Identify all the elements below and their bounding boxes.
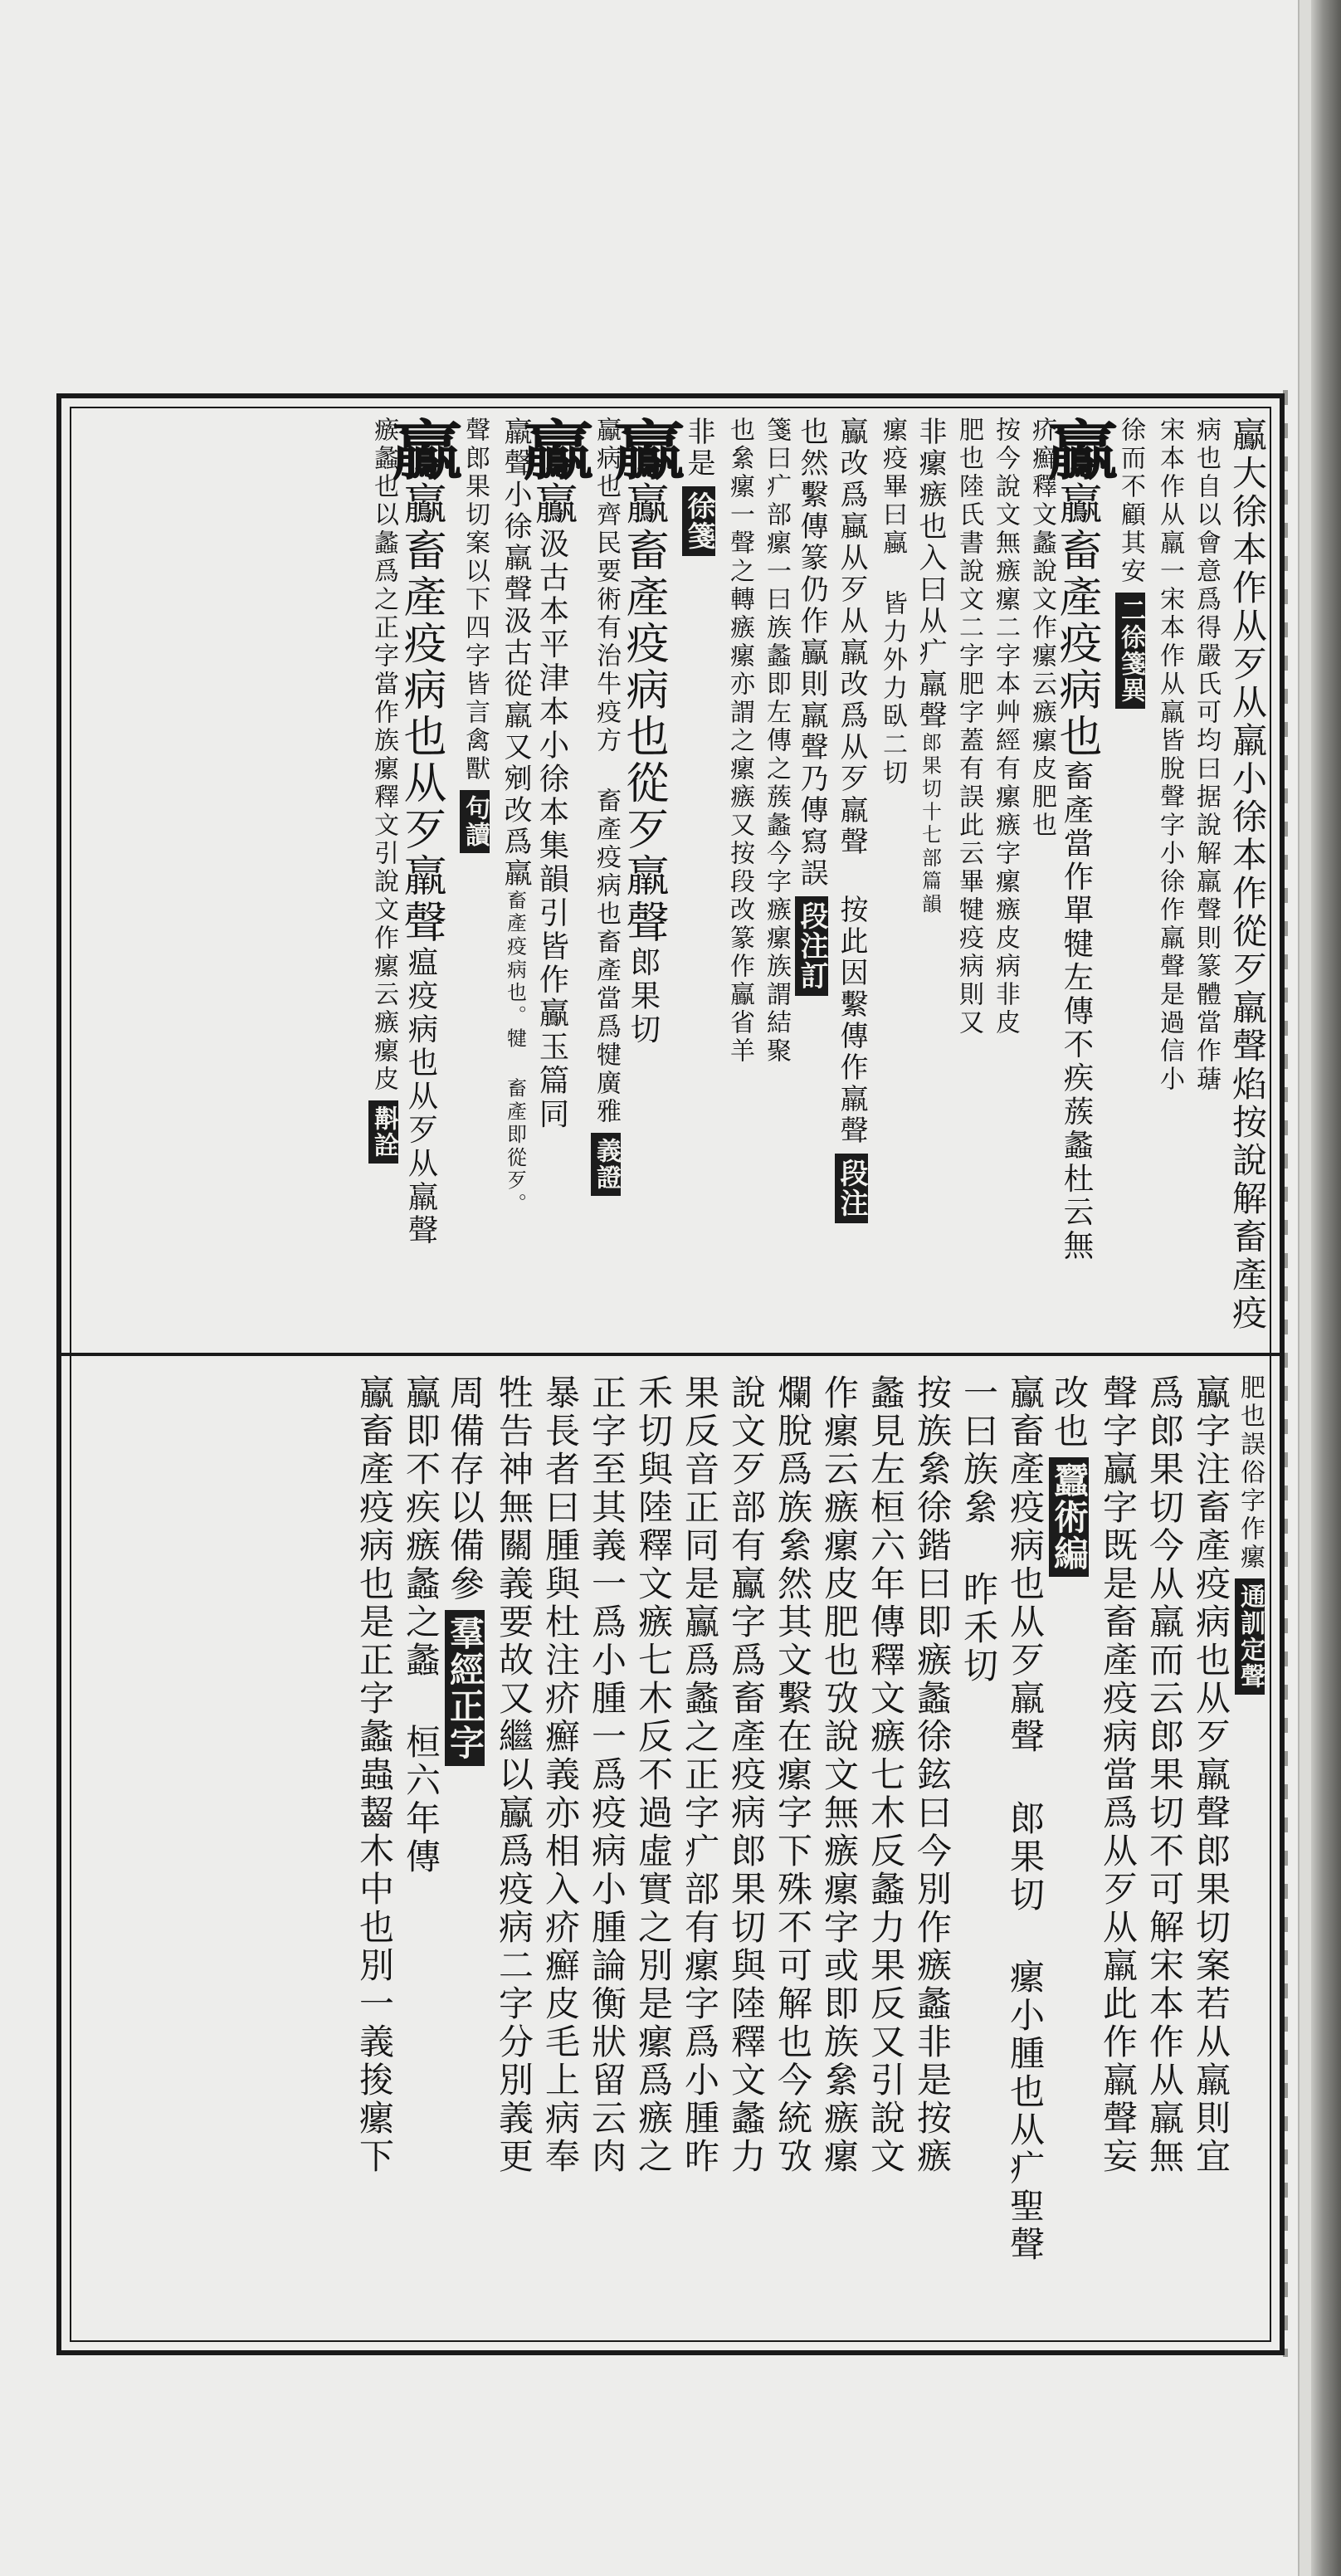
column-text: 非瘰瘯也入曰从疒羸聲 [914, 417, 947, 732]
column-text: 病也自以會意爲得嚴氏可均曰据說解羸聲則篆體當作䕋 [1192, 417, 1221, 1094]
source-tag: 句讀 [460, 790, 490, 853]
annotation-note: 畜產疫病也。犍 畜產即從歹。 [504, 890, 527, 1217]
column-text: 羸聲小徐羸聲汲古從羸又剜改爲羸 [499, 417, 532, 890]
page-edge [1298, 0, 1311, 2576]
annotation-note: 瘟疫病也从歹从羸聲 [403, 946, 439, 1248]
annotation-note: 郎果切十七部篇韻 [919, 732, 942, 917]
text-column [828, 413, 868, 1341]
text-column [856, 1371, 906, 2330]
source-tag: 蠶術編 [1049, 1457, 1089, 1577]
column-text: 果反音正同是鸁爲蠡之正字疒部有瘰字爲小腫昨 [680, 1374, 720, 2176]
text-column [1182, 413, 1221, 1341]
annotation-note: 郎果切 [626, 946, 661, 1047]
column-text: 改也 [1049, 1374, 1090, 1451]
text-column [717, 1371, 767, 2330]
text-column [868, 413, 905, 1341]
column-text: 鸁畜產疫病也从歹羸聲 郎果切 瘰小腫也从疒聖聲 [1005, 1374, 1046, 2264]
column-text: 鸁即不疾瘯蠡之蠡 桓六年傳 [401, 1374, 441, 1876]
column-text: 一曰族絫 昨禾切 [958, 1374, 999, 1686]
source-tag: 二徐箋異 [1115, 593, 1145, 709]
source-tag: 段注 [835, 1154, 868, 1223]
column-text: 鸁大徐本作从歹从羸小徐本作從歹羸聲焰按說解畜產疫 [1227, 417, 1268, 1333]
text-column [578, 1371, 627, 2330]
annotation-note: 汲古本平津本小徐本集韻引皆作鸁玉篇同 [534, 528, 570, 1132]
column-text: 宋本作从羸一宋本作从羸皆脫聲字小徐作羸聲是過信小 [1155, 417, 1184, 1094]
source-tag: 通訓定聲 [1235, 1578, 1265, 1695]
column-text: 按今說文無瘯瘰二字本艸經有瘰瘯字瘰瘯皮病非皮 [991, 417, 1020, 1037]
source-tag: 斠詮 [368, 1100, 398, 1164]
column-text: 鸁字注畜產疫病也从歹羸聲郎果切案若从羸則宜 [1191, 1374, 1231, 2176]
text-column [438, 1371, 485, 2330]
text-column [1218, 413, 1268, 1341]
column-text: 蠡見左桓六年傳釋文瘯七木反蠡力果反又引說文 [866, 1374, 906, 2176]
seal-character: 鸁 [510, 417, 594, 481]
column-text: 牲告神無關義要故又繼以鸁爲疫病二字分別義更 [494, 1374, 534, 2176]
column-text: 正字至其義一爲小腫一爲疫病小腫論衡狀留云肉 [587, 1374, 627, 2176]
source-tag: 徐箋 [682, 486, 715, 556]
text-column [981, 413, 1020, 1341]
text-column [624, 1371, 674, 2330]
text-column [949, 1371, 999, 2330]
text-column [1228, 1371, 1265, 2330]
column-text: 禾切與陸釋文瘯七木反不過虛實之別是瘰爲瘯之 [633, 1374, 674, 2176]
column-text: 鸁畜產疫病也是正字蠡蟲齧木中也別一義捘瘰下 [354, 1374, 395, 2176]
text-column [788, 413, 828, 1341]
column-text: 徐而不顧其安 [1116, 417, 1145, 586]
column-text: 瘯蠡也以蠡爲之正字當作族瘰釋文引說文作瘰云瘯瘰皮 [369, 417, 398, 1094]
text-column [810, 1371, 860, 2330]
column-text: 瘰疫畢曰蠃 皆力外力臥二切 [878, 417, 907, 788]
text-column [675, 413, 715, 1341]
source-tag: 義證 [591, 1133, 621, 1196]
text-column [485, 1371, 534, 2330]
text-column [1089, 1371, 1139, 2330]
column-text: 鸁 [527, 481, 577, 528]
column-text: 爛脫爲族絫然其文繫在瘰字下殊不可解也今統攷 [773, 1374, 813, 2176]
text-column [670, 1371, 720, 2330]
column-text: 聲字鸁字既是畜產疫病當爲从歹从羸此作羸聲妄 [1098, 1374, 1139, 2176]
seal-character: 鸁 [379, 417, 463, 481]
column-text: 鸁畜產疫病也从歹羸聲 [396, 481, 446, 946]
column-text: 按族絫徐鍇曰即瘯蠡徐鉉曰今別作瘯蠡非是按瘯 [912, 1374, 953, 2176]
seal-character: 鸁 [602, 417, 685, 481]
text-column [392, 1371, 441, 2330]
column-text: 疥癬釋文蠡說文作瘰云瘯瘰皮肥也 [1027, 417, 1056, 840]
column-text: 肥也誤俗字作瘰 [1236, 1374, 1265, 1572]
text-column [715, 413, 752, 1341]
source-tag: 段注訂 [795, 896, 828, 996]
text-column [1145, 413, 1182, 1341]
text-column [1182, 1371, 1231, 2330]
column-text: 也絫瘰一聲之轉瘯瘰亦謂之瘰瘯又按段改篆作鸁省羊 [725, 417, 754, 1066]
column-text: 作瘰云瘯瘰皮肥也攷說文無瘯瘰字或即族絫瘯瘰 [819, 1374, 860, 2176]
seal-character: 鸁 [1035, 417, 1119, 481]
column-text: 箋曰疒部瘰一曰族蠡即左傳之蔟蠡今字瘯瘰族謂結聚 [762, 417, 791, 1066]
text-column [903, 1371, 953, 2330]
book-spine [1311, 0, 1341, 2576]
page-frame [56, 393, 1285, 2355]
text-column [944, 413, 981, 1341]
text-column [752, 413, 791, 1341]
text-column [453, 413, 490, 1341]
text-column [1109, 413, 1145, 1341]
text-column [1135, 1371, 1185, 2330]
column-text: 聲郎果切案以下四字皆言禽獸 [461, 417, 490, 783]
annotation-note: 畜產當作單犍左傳不疾蔟蠡杜云無 [1059, 760, 1095, 1263]
column-text: 也然繫傳篆仍作鸁則羸聲乃傳寫誤 [795, 417, 828, 890]
text-column [905, 413, 947, 1341]
column-text: 鸁改爲蠃从歹从羸改爲从歹羸聲 按此因繫傳作羸聲 [835, 417, 868, 1147]
column-text: 說文歹部有鸁字爲畜產疫病郎果切與陸釋文蠡力 [726, 1374, 767, 2176]
text-column [1042, 1371, 1089, 2330]
column-text: 鸁畜產疫病也 [1051, 481, 1101, 760]
panel-divider [61, 1353, 1280, 1356]
top-panel [76, 413, 1268, 1341]
column-text: 周備存以備參 [445, 1374, 485, 1603]
text-column [763, 1371, 813, 2330]
column-text: 暴長者曰腫與杜注疥癬義亦相入疥癬皮毛上病奉 [540, 1374, 581, 2176]
column-text: 肥也陸氏書說文二字肥字蓋有誤此云畢犍疫病則又 [954, 417, 983, 1037]
text-column [531, 1371, 581, 2330]
column-text: 鸁畜產疫病也從歹羸聲 [618, 481, 668, 946]
text-column [345, 1371, 395, 2330]
text-column [996, 1371, 1046, 2330]
column-text: 鸁病也齊民要術有治牛疫方 畜產疫病也畜產當爲犍廣雅 [592, 417, 621, 1126]
bottom-panel [76, 1371, 1265, 2330]
column-text: 非是 [682, 417, 715, 480]
source-tag: 羣經正字 [445, 1610, 485, 1766]
column-text: 爲郎果切今从羸而云郎果切不可解宋本作从羸無 [1144, 1374, 1185, 2176]
